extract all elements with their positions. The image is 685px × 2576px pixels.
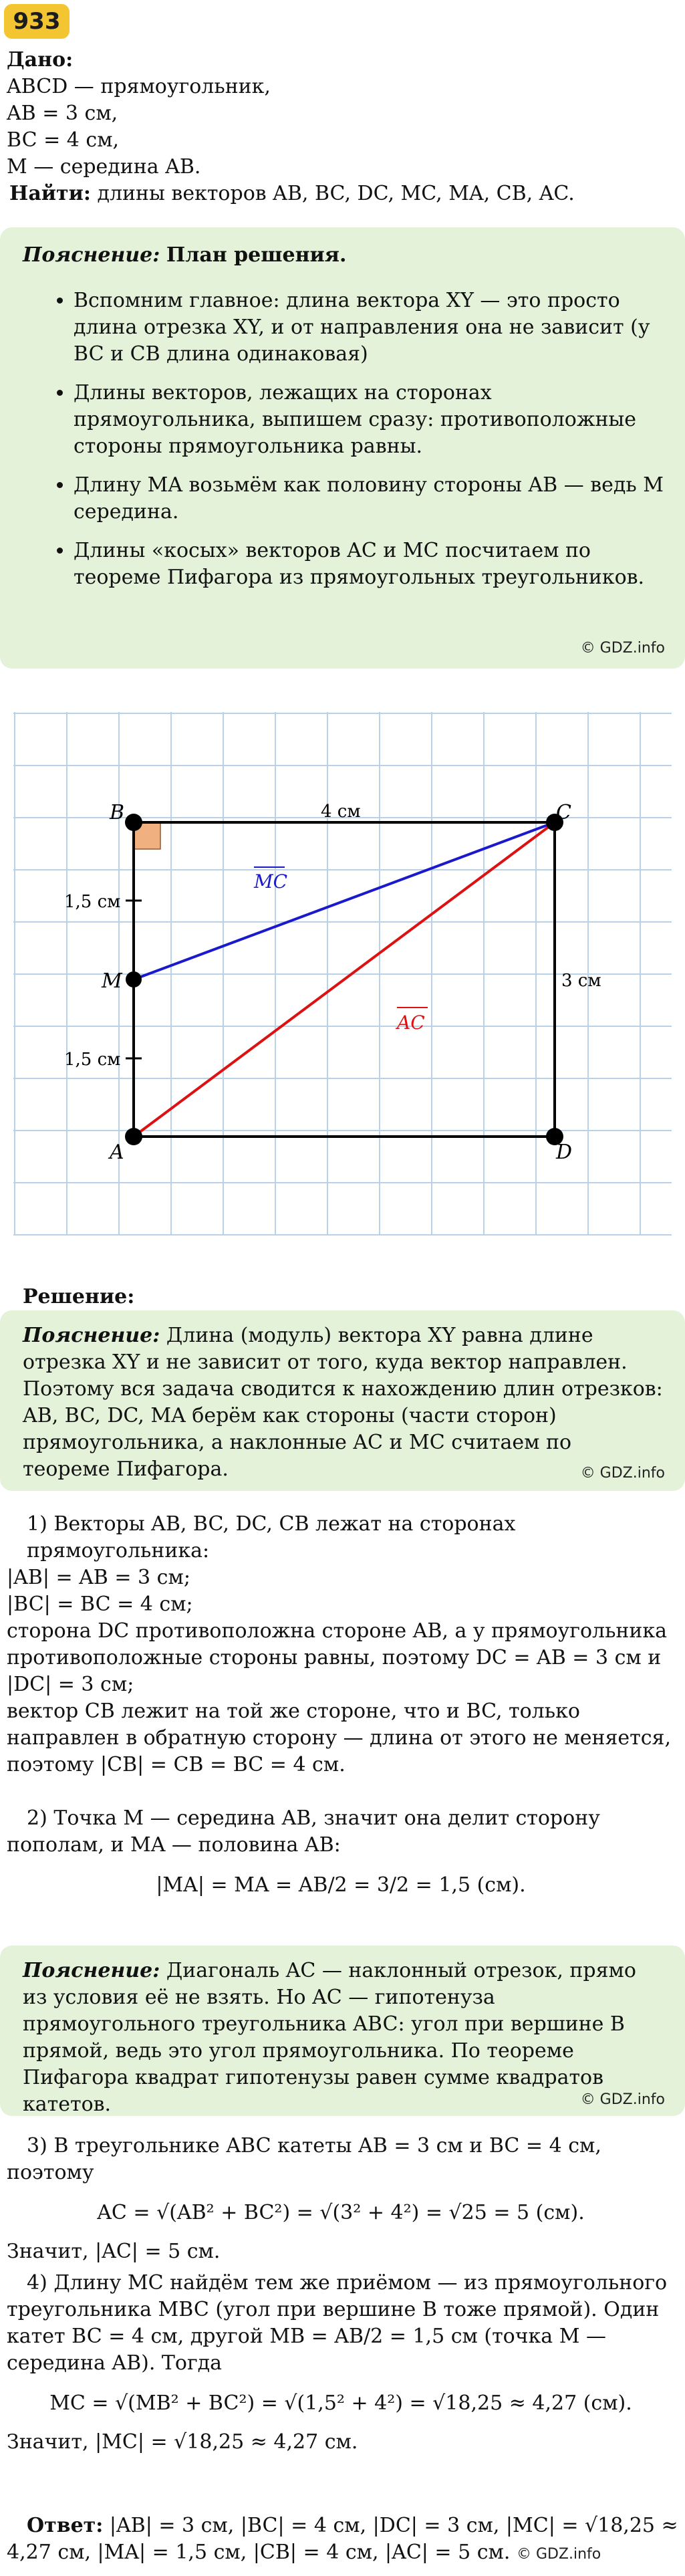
- given-block: [7, 47, 675, 207]
- explanation-box-3: [0, 1946, 685, 2116]
- vector-mc: [134, 822, 555, 979]
- solution-explanation: [23, 1322, 664, 1483]
- vector-mc-label: MC: [254, 870, 288, 893]
- step-4: [7, 2270, 675, 2456]
- label-a: A: [110, 1141, 124, 1164]
- answer-copyright: © GDZ.info: [516, 2546, 601, 2563]
- answer: [7, 2512, 678, 2568]
- step-3-text: 3) В треугольнике ABC катеты AB = 3 см и BC = 4 см, поэтому: [7, 2134, 601, 2184]
- step-1-line: вектор CB лежит на той же стороне, что и BC, только направлен в обратную сторону — длина от этого не меняется, поэтому |CB| = CB = BC = 4 см.: [7, 1700, 671, 1776]
- figure: [13, 712, 672, 1247]
- step-3-formula: AC = √(AB² + BC²) = √(3² + 4²) = √25 = 5 (см).: [97, 2201, 585, 2224]
- rectangle-figure: [13, 712, 672, 1247]
- point-m: [126, 971, 142, 987]
- plan-item: • Длины векторов, лежащих на сторонах прямоугольника, выпишем сразу: противоположные стороны прямоугольника равны.: [74, 380, 675, 460]
- plan-item: • Длины «косых» векторов AC и MC посчитаем по теореме Пифагора из прямоугольных треугольников.: [74, 538, 675, 591]
- solution-label: Решение:: [23, 1285, 135, 1308]
- solution-explanation-text: Длина (модуль) вектора XY равна длине отрезка XY и не зависит от того, куда вектор направлен. Поэтому вся задача сводится к нахождению длин отрезков: AB, BC, DC, MA берём как стороны (части сторон) прямоугольника, а наклонные AC и MC считаем по теореме Пифагора.: [23, 1324, 663, 1481]
- problem-number-badge: 933: [4, 4, 70, 39]
- step-1: [7, 1511, 675, 1778]
- plan-item: • Длину MA возьмём как половину стороны AB — ведь M середина.: [74, 472, 675, 525]
- top-side-length: 4 см: [321, 802, 361, 822]
- plan-title: [23, 242, 346, 269]
- step-4-formula: MC = √(MB² + BC²) = √(1,5² + 4²) = √18,25 ≈ 4,27 (см).: [49, 2391, 632, 2415]
- given-line: AB = 3 см,: [7, 102, 118, 125]
- step-2-formula: |MA| = MA = AB/2 = 3/2 = 1,5 (см).: [156, 1873, 526, 1897]
- find-text: длины векторов AB, BC, DC, MC, MA, CB, AC.: [97, 182, 575, 205]
- left-lower-length: 1,5 см: [64, 1050, 121, 1070]
- step-1-line: сторона DC противоположна стороне AB, а у прямоугольника противоположные стороны равны, поэтому DC = AB = 3 см и |DC| = 3 см;: [7, 1619, 668, 1696]
- plan-copyright: © GDZ.info: [580, 640, 665, 657]
- explanation-3-copyright: © GDZ.info: [580, 2091, 665, 2108]
- vector-ac-label: AC: [397, 1012, 425, 1034]
- label-c: C: [556, 801, 571, 824]
- explanation-3-text: Диагональ AC — наклонный отрезок, прямо из условия её не взять. Но AC — гипотенуза прямоугольного треугольника ABC: угол при вершине B прямой, ведь это угол прямоугольника. По теореме Пифагора квадрат гипотенузы равен сумме квадратов катетов.: [23, 1959, 636, 2116]
- label-m: M: [102, 969, 122, 993]
- plan-box: [0, 227, 685, 669]
- step-1-line: |AB| = AB = 3 см;: [7, 1566, 190, 1589]
- point-b: [125, 814, 142, 831]
- plan-item: • Вспомним главное: длина вектора XY — это просто длина отрезка XY, и от направления она не зависит (у BC и CB длина одинаковая): [74, 287, 675, 368]
- label-b: B: [110, 801, 125, 824]
- given-line: M — середина AB.: [7, 155, 201, 179]
- find-line: [7, 181, 675, 207]
- label-d: D: [556, 1141, 573, 1164]
- explanation-3-title: Пояснение:: [23, 1959, 160, 1982]
- step-1-line: 1) Векторы AB, BC, DC, CB лежат на сторонах прямоугольника:: [27, 1512, 516, 1562]
- plan-title-label: Пояснение:: [23, 243, 160, 267]
- step-4-result: Значит, |MC| = √18,25 ≈ 4,27 см.: [7, 2430, 358, 2454]
- step-1-line: |BC| = BC = 4 см;: [7, 1593, 193, 1616]
- answer-text: |AB| = 3 см, |BC| = 4 см, |DC| = 3 см, |MC| = √18,25 ≈ 4,27 см, |MA| = 1,5 см, |CB| = 4 см, |AC| = 5 см.: [7, 2514, 678, 2564]
- step-2: [7, 1805, 675, 1899]
- plan-title-rest: План решения.: [166, 243, 347, 267]
- step-3-result: Значит, |AC| = 5 см.: [7, 2240, 221, 2263]
- left-upper-length: 1,5 см: [64, 892, 121, 912]
- explanation-3: [23, 1958, 664, 2118]
- step-4-text: 4) Длину MC найдём тем же приёмом — из прямоугольного треугольника MBC (угол при вершине B тоже прямой). Один катет BC = 4 см, другой MB = AB/2 = 1,5 см (точка M — середина AB). Тогда: [7, 2271, 668, 2375]
- step-2-text: 2) Точка M — середина AB, значит она делит сторону пополам, и MA — половина AB:: [7, 1806, 600, 1857]
- right-side-length: 3 см: [561, 971, 601, 991]
- plan-list: [27, 287, 675, 603]
- solution-explanation-box: [0, 1310, 685, 1491]
- given-label: Дано:: [7, 48, 74, 72]
- step-3: [7, 2133, 675, 2265]
- find-label: Найти:: [9, 182, 91, 205]
- given-line: BC = 4 см,: [7, 128, 120, 152]
- answer-label: Ответ:: [27, 2514, 104, 2537]
- solution-copyright: © GDZ.info: [580, 1465, 665, 1482]
- given-line: ABCD — прямоугольник,: [7, 75, 271, 98]
- point-a: [125, 1128, 142, 1145]
- solution-explanation-title: Пояснение:: [23, 1324, 160, 1347]
